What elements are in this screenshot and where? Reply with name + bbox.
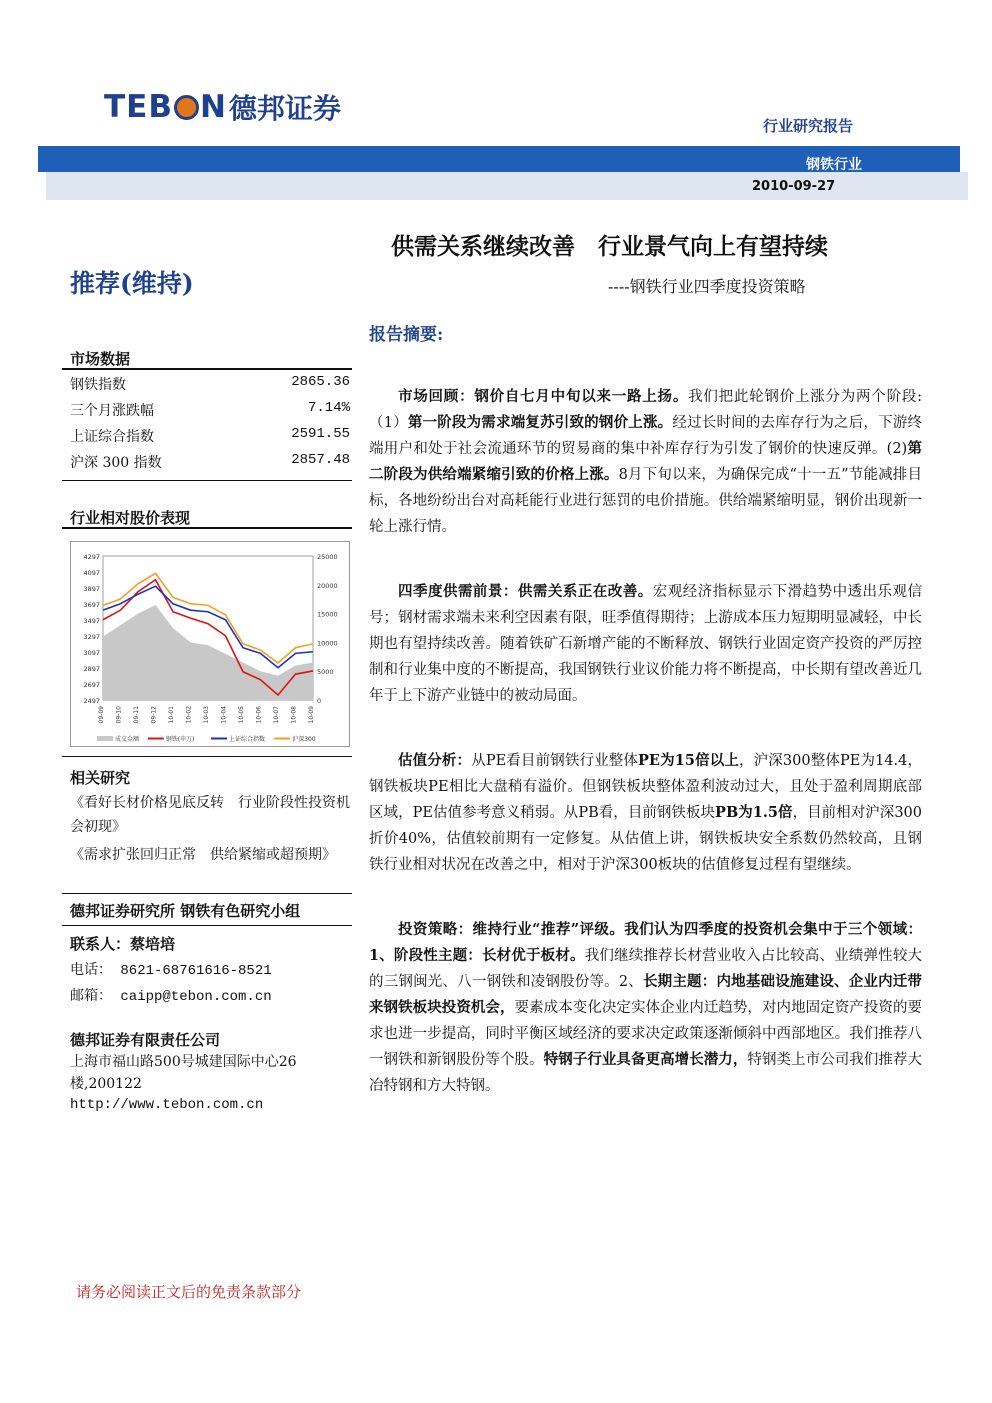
market-data-value: 2857.48 [291,452,350,468]
x-tick-label: 10-05 [238,706,245,724]
legend-label: 成交金额 [115,736,140,743]
research-team: 德邦证券研究所 钢铁有色研究小组 [70,902,301,920]
market-data-value: 7.14% [307,400,350,416]
market-data-value: 2591.55 [291,426,350,442]
market-data-row [70,426,350,452]
y-left-tick-label: 3697 [83,601,100,609]
market-data-label: 上证综合指数 [70,429,154,445]
paragraph-valuation [369,748,922,878]
para-bold: 第一阶段为需求端复苏引致的钢价上涨。 [407,414,673,431]
industry-tag: 钢铁行业 [806,157,862,173]
x-tick-label: 10-08 [290,706,298,724]
company-address: 上海市福山路500号城建国际中心26楼,200122 [70,1054,297,1092]
related-research-heading: 相关研究 [70,769,131,787]
related-research-item[interactable]: 《看好长材价格见底反转 行业阶段性投资机会初现》 [70,795,350,835]
y-right-tick-label: 20000 [317,581,338,590]
related-research-item[interactable]: 《需求扩张回归正常 供给紧缩或超预期》 [70,847,336,863]
para-lead: 投资策略：维持行业“推荐”评级。我们认为四季度的投资机会集中于三个领域：1、阶段性主题：长材优于板材。 [369,921,922,964]
contact-line [70,933,175,954]
para-bold: 特钢子行业具备更高增长潜力， [543,1051,748,1068]
para-text: 宏观经济指标显示下滑趋势中透出乐观信号；钢材需求端未来利空因素有限，旺季值得期待；上游成本压力短期明显减轻，中长期也有望持续改善。随着铁矿石新增产能的不断释放、钢铁行业固定资产投资的严厉控制和行业集中度的不断提高，我国钢铁行业议价能力将不断提高，中长期有望改善近几年于上下游产业链中的被动局面。 [369,584,922,704]
divider [62,756,352,757]
divider [62,925,352,926]
y-left-tick-label: 2497 [83,697,100,705]
y-left-tick-label: 2897 [83,665,100,673]
x-tick-label: 10-06 [255,706,263,724]
price-chart-svg [71,542,349,746]
y-right-tick-label: 15000 [317,610,338,619]
para-text: 我们把此轮钢价上涨分为两个阶段:（1） [369,389,922,431]
y-left-tick-label: 4297 [83,553,100,561]
contact-email[interactable]: 邮箱： caipp@tebon.com.cn [70,989,272,1005]
para-text: 从PE看目前钢铁行业整体 [471,753,639,769]
y-right-tick-label: 25000 [317,553,338,561]
divider [62,368,352,370]
paragraph-market-review [369,384,922,540]
x-tick-label: 09-09 [98,706,105,724]
legend-swatch [97,736,113,741]
divider [62,893,352,894]
para-bold: PB为1.5倍 [715,804,793,821]
market-data-label: 钢铁指数 [70,377,126,393]
disclaimer[interactable]: 请务必阅读正文后的免责条款部分 [76,1283,302,1301]
divider [62,527,352,529]
legend-label: 上证综合指数 [229,736,266,743]
x-tick-label: 09-10 [115,706,123,724]
y-left-tick-label: 2697 [83,681,100,689]
para-bold: PE为15倍以上 [638,752,739,769]
tebon-logo [104,90,341,124]
para-text: 我们继续推荐长材营业收入占比较高、业绩弹性较大的三钢闽光、八一钢铁和凌钢股份等。2、 [369,948,922,990]
paragraph-q4-outlook [369,579,922,709]
chart-heading: 行业相对股价表现 [70,509,191,527]
series-area-volume [103,605,313,700]
contact-phone: 电话： 8621-68761616-8521 [70,963,272,979]
logo-text-cn: 德邦证券 [228,92,341,125]
x-tick-label: 10-09 [308,706,315,724]
y-right-tick-label: 10000 [317,639,338,648]
x-tick-label: 09-12 [150,706,158,724]
report-date: 2010-09-27 [752,179,836,194]
para-text: ，沪深300整体PE为14.4，钢铁板块PE相比大盘稍有溢价。但钢铁板块整体盈利波动过大，且处于盈利周期底部区域，PE估值参考意义稍弱。从PB看，目前钢铁板块 [369,753,923,821]
y-left-tick-label: 3897 [83,585,100,593]
para-lead: 四季度供需前景：供需关系正在改善。 [398,583,653,600]
para-lead: 估值分析： [398,752,472,769]
contact-label: 联系人： [70,935,131,953]
market-data-label: 沪深 300 指数 [70,455,162,471]
x-tick-label: 10-01 [168,706,175,724]
x-tick-label: 10-07 [273,706,280,724]
market-data-row [70,400,350,426]
report-title: 供需关系继续改善 行业景气向上有望持续 [391,233,828,260]
para-text: 8月下旬以来，为确保完成“十一五”节能减排目标，各地纷纷出台对高耗能行业进行惩罚的电价措施。供给端紧缩明显，钢价出现新一轮上涨行情。 [369,467,922,535]
y-left-tick-label: 4097 [83,569,100,577]
para-text: 特钢类上市公司我们推荐大冶特钢和方大特钢。 [369,1052,923,1094]
logo-circle-icon [174,95,199,120]
market-data-row [70,374,350,400]
y-left-tick-label: 3097 [83,649,100,657]
logo-text-en-2: N [199,89,227,125]
logo-text-en-1: TEB [104,89,173,125]
market-data-row [70,452,350,478]
x-tick-label: 10-03 [203,706,210,724]
y-left-tick-label: 3497 [83,617,100,625]
para-text: 经过长时间的去库存行为之后，下游终端用户和处于社会流通环节的贸易商的集中补库存行为引发了钢价的快速反弹。(2) [369,415,923,457]
para-lead: 市场回顾：钢价自七月中旬以来一路上扬。 [398,388,689,405]
legend-label: 沪深300 [292,736,316,743]
para-bold: 第二阶段为供给端紧缩引致的价格上涨。 [369,440,922,483]
x-tick-label: 10-02 [185,706,193,724]
contact-name: 蔡培培 [130,935,176,953]
para-text: ，目前相对沪深300折价40%，估值较前期有一定修复。从估值上讲，钢铁板块安全系数仍然较高，且钢铁行业相对状况在改善之中，相对于沪深300板块的估值修复过程有望继续。 [369,805,922,873]
report-subtitle: ----钢铁行业四季度投资策略 [608,277,806,296]
divider [62,480,352,481]
report-type: 行业研究报告 [763,117,854,135]
price-chart [70,541,350,747]
rating: 推荐(维持) [70,269,194,298]
para-text: 要素成本变化决定实体企业内迁趋势，对内地固定资产投资的要求也进一步提高，同时平衡区域经济的要求决定政策逐渐倾斜中西部地区。我们推荐八一钢铁和新钢股份等个股。 [369,1000,923,1068]
market-data-value: 2865.36 [291,374,350,390]
company-name: 德邦证券有限责任公司 [70,1031,221,1049]
abstract-heading: 报告摘要: [369,325,444,345]
para-bold: 长期主题：内地基础设施建设、企业内迁带来钢铁板块投资机会， [369,973,923,1016]
x-tick-label: 10-04 [220,706,228,724]
y-left-tick-label: 3297 [83,633,100,641]
company-website[interactable]: http://www.tebon.com.cn [70,1097,264,1113]
y-right-tick-label: 5000 [317,668,334,677]
legend-label: 钢铁(申万) [165,736,195,743]
market-data-label: 三个月涨跌幅 [70,403,154,419]
market-data-heading: 市场数据 [70,350,131,368]
paragraph-strategy [369,917,922,1099]
y-right-tick-label: 0 [317,697,322,705]
x-tick-label: 09-11 [133,706,140,724]
